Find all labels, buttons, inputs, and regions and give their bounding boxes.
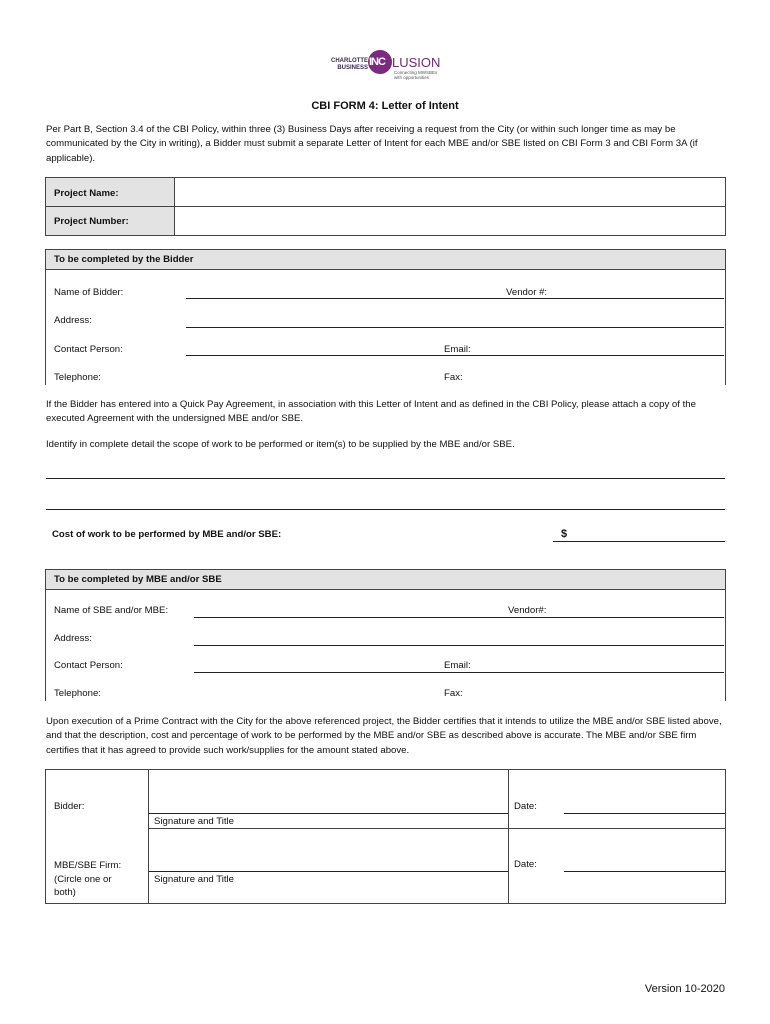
scope-instruction: Identify in complete detail the scope of work to be performed or item(s) to be supplied by the MBE and/or SBE. — [46, 439, 515, 450]
mbe-telephone-label: Telephone: — [54, 688, 101, 699]
mbe-address-field[interactable] — [194, 645, 724, 646]
bidder-contact-label: Contact Person: — [54, 344, 123, 355]
mbe-vendor-label: Vendor#: — [508, 605, 547, 616]
bidder-address-label: Address: — [54, 315, 92, 326]
scope-line-1[interactable] — [46, 478, 725, 479]
project-number-field[interactable] — [176, 208, 722, 234]
bidder-name-label: Name of Bidder: — [54, 287, 124, 298]
mbe-signature-caption: Signature and Title — [154, 874, 235, 885]
bidder-section — [45, 249, 726, 385]
project-name-label: Project Name: — [54, 188, 119, 199]
logo-line2: BUSINESS — [337, 65, 368, 71]
mbe-address-label: Address: — [54, 633, 92, 644]
mbe-contact-label: Contact Person: — [54, 660, 123, 671]
bidder-fax-label: Fax: — [444, 372, 463, 383]
mbe-signature-field[interactable] — [149, 871, 508, 872]
mbe-date-label: Date: — [514, 859, 537, 870]
bidder-name-field[interactable] — [186, 298, 724, 299]
bidder-signature-label: Bidder: — [54, 801, 85, 812]
mbe-circle-note-1: (Circle one or — [54, 873, 112, 885]
bidder-section-header: To be completed by the Bidder — [46, 250, 725, 270]
quick-pay-paragraph: If the Bidder has entered into a Quick Pay Agreement, in association with this Letter of Intent and as defined in the CBI Policy, please attach a copy of the executed Agreement with the undersigned MBE and/or SBE. — [46, 399, 696, 425]
bidder-signature-caption: Signature and Title — [154, 816, 235, 827]
intro-paragraph: Per Part B, Section 3.4 of the CBI Policy, within three (3) Business Days after receiving a request from the City (or within such longer time as may be communicated by the City in writing), a Bidder must submit a separate Letter of Intent for each MBE and/or SBE listed on CBI Form 3 and CBI Form 3A (if applicable). — [46, 124, 698, 164]
mbe-email-label: Email: — [444, 660, 471, 671]
logo-tagline-1: Connecting MWSBEs — [394, 70, 438, 75]
mbe-fax-label: Fax: — [444, 688, 463, 699]
bidder-telephone-label: Telephone: — [54, 372, 101, 383]
bidder-date-field[interactable] — [564, 813, 725, 814]
bidder-vendor-label: Vendor #: — [506, 287, 548, 298]
mbe-section — [45, 569, 726, 701]
certification-paragraph: Upon execution of a Prime Contract with the City for the above referenced project, the Bidder certifies that it intends to utilize the MBE and/or SBE listed above, and that the description, cost and percentage of work to be performed by the MBE and/or SBE as described above is accurate. The MBE and/or SBE firm certifies that it has agreed to provide such work/supplies for the amount stated above. — [46, 716, 722, 756]
mbe-contact-field[interactable] — [194, 672, 724, 673]
mbe-signature-label-group — [54, 859, 121, 900]
mbe-firm-label: MBE/SBE Firm: — [54, 860, 122, 871]
logo-line1: CHARLOTTE — [331, 58, 368, 64]
bidder-signature-field[interactable] — [149, 813, 508, 814]
cost-currency: $ — [561, 528, 568, 540]
bidder-email-label: Email: — [444, 344, 471, 355]
version-label: Version 10-2020 — [644, 983, 725, 995]
charlotte-business-inclusion-logo — [330, 48, 442, 84]
mbe-date-field[interactable] — [564, 871, 725, 872]
mbe-name-label: Name of SBE and/or MBE: — [54, 605, 169, 616]
project-table — [45, 177, 726, 236]
form-title: CBI FORM 4: Letter of Intent — [311, 100, 459, 112]
logo-mark: INC — [369, 56, 385, 68]
scope-line-2[interactable] — [46, 509, 725, 510]
cost-field[interactable] — [553, 541, 725, 542]
signature-table — [45, 769, 726, 904]
bidder-address-field[interactable] — [186, 327, 724, 328]
project-name-field[interactable] — [176, 179, 722, 205]
mbe-section-header: To be completed by MBE and/or SBE — [46, 570, 725, 590]
mbe-circle-note-2: both) — [54, 887, 76, 898]
logo-word: LUSION — [392, 55, 441, 70]
cost-label: Cost of work to be performed by MBE and/or SBE: — [52, 529, 282, 540]
bidder-date-label: Date: — [514, 801, 537, 812]
project-number-label: Project Number: — [54, 216, 129, 227]
logo-tagline-2: with opportunities — [394, 75, 430, 80]
mbe-name-field[interactable] — [194, 617, 724, 618]
bidder-contact-field[interactable] — [186, 355, 724, 356]
